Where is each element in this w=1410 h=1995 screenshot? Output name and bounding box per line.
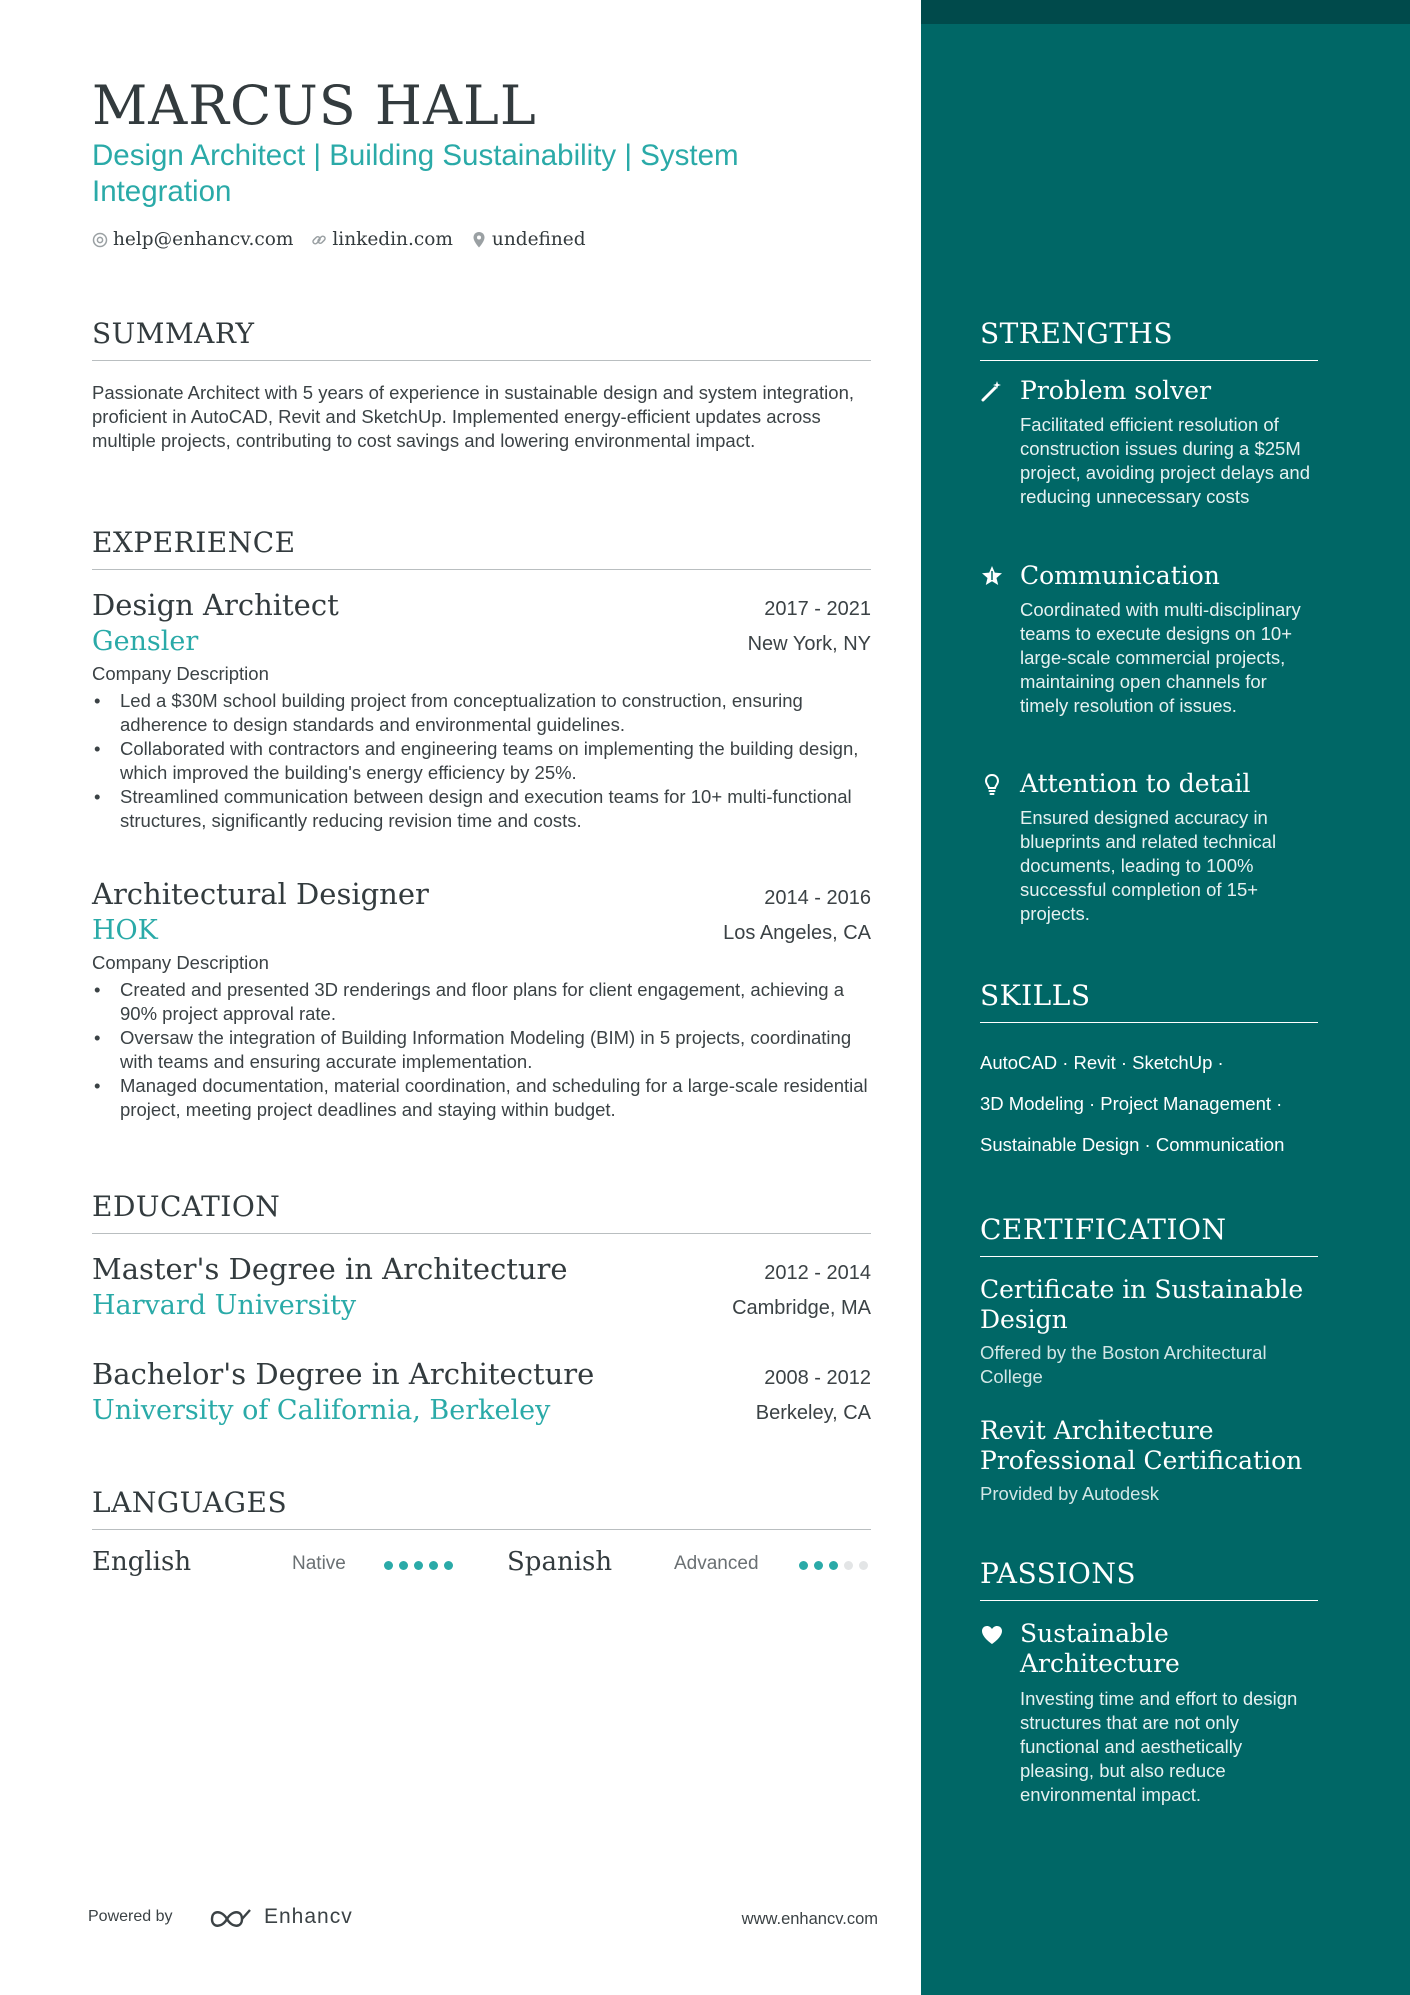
contact-linkedin-text: linkedin.com bbox=[332, 229, 453, 250]
education-entry bbox=[92, 1357, 871, 1426]
bullet-item: • Oversaw the integration of Building Information Modeling (BIM) in 5 projects, coordinating with teams and ensuring accurate implementation. bbox=[92, 1026, 871, 1074]
language-rating bbox=[799, 1561, 874, 1570]
summary-heading: SUMMARY bbox=[92, 317, 871, 361]
rating-dot bbox=[384, 1561, 393, 1570]
certification-title: Revit Architecture Professional Certification bbox=[980, 1416, 1303, 1475]
summary-text: Passionate Architect with 5 years of experience in sustainable design and system integration, proficient in AutoCAD, Revit and SketchUp. Implemented energy-efficient updates across multiple projects, contributing to cost savings and lowering environmental impact. bbox=[92, 382, 855, 451]
powered-by-label: Powered by bbox=[88, 1908, 173, 1925]
job-company: Gensler bbox=[92, 626, 199, 657]
school-location: Berkeley, CA bbox=[755, 1402, 871, 1424]
job-location: Los Angeles, CA bbox=[723, 922, 871, 944]
experience-entry bbox=[92, 877, 871, 1122]
certification-heading: CERTIFICATION bbox=[980, 1213, 1318, 1257]
job-location: New York, NY bbox=[747, 633, 871, 655]
strength-item bbox=[980, 769, 1320, 926]
strengths-heading: STRENGTHS bbox=[980, 317, 1318, 361]
skills-line: Sustainable Design · Communication bbox=[980, 1134, 1285, 1155]
certification-item bbox=[980, 1275, 1320, 1389]
school-name: Harvard University bbox=[92, 1290, 357, 1321]
strength-text: Facilitated efficient resolution of construction issues during a $25M project, avoiding project delays and reducing unnecessary costs bbox=[1020, 414, 1311, 507]
bullet-item: • Streamlined communication between design and execution teams for 10+ multi-functional structures, significantly reducing revision time and costs. bbox=[92, 785, 871, 833]
job-role: Design Architect bbox=[92, 588, 339, 622]
contact-bar bbox=[92, 229, 604, 250]
job-company: HOK bbox=[92, 915, 158, 946]
education-entry bbox=[92, 1252, 871, 1321]
heart-icon bbox=[980, 1623, 1004, 1647]
education-heading: EDUCATION bbox=[92, 1190, 871, 1234]
job-bullets bbox=[92, 689, 871, 833]
rating-dot bbox=[829, 1561, 838, 1570]
skills-line: 3D Modeling · Project Management · bbox=[980, 1093, 1283, 1114]
brand-name: Enhancv bbox=[264, 1905, 353, 1928]
certification-title: Certificate in Sustainable Design bbox=[980, 1275, 1304, 1334]
contact-email[interactable] bbox=[92, 229, 293, 250]
education-date: 2012 - 2014 bbox=[764, 1262, 871, 1284]
rating-dot bbox=[429, 1561, 438, 1570]
rating-dot bbox=[844, 1561, 853, 1570]
degree-title: Master's Degree in Architecture bbox=[92, 1252, 568, 1286]
rating-dot bbox=[444, 1561, 453, 1570]
contact-linkedin[interactable] bbox=[311, 229, 453, 250]
link-icon bbox=[311, 232, 327, 248]
certification-item bbox=[980, 1416, 1320, 1506]
school-name: University of California, Berkeley bbox=[92, 1395, 551, 1426]
job-date: 2014 - 2016 bbox=[764, 887, 871, 909]
strength-item bbox=[980, 561, 1320, 718]
rating-dot bbox=[859, 1561, 868, 1570]
skills-list bbox=[980, 1042, 1325, 1165]
magic-wand-icon bbox=[980, 379, 1004, 403]
bullet-item: • Led a $30M school building project from conceptualization to construction, ensuring adherence to design standards and environmental guidelines. bbox=[92, 689, 871, 737]
certification-text: Provided by Autodesk bbox=[980, 1483, 1159, 1504]
job-date: 2017 - 2021 bbox=[764, 598, 871, 620]
strength-item bbox=[980, 376, 1320, 509]
experience-heading: EXPERIENCE bbox=[92, 526, 871, 570]
skills-line: AutoCAD · Revit · SketchUp · bbox=[980, 1052, 1224, 1073]
at-icon bbox=[92, 232, 108, 248]
passion-text: Investing time and effort to design structures that are not only functional and aesthetically pleasing, but also reduce environmental impact. bbox=[1020, 1688, 1298, 1805]
contact-email-text: help@enhancv.com bbox=[113, 229, 294, 250]
strength-title: Attention to detail bbox=[1020, 769, 1251, 798]
sidebar-top-bar bbox=[921, 0, 1410, 24]
job-bullets bbox=[92, 978, 871, 1122]
job-role: Architectural Designer bbox=[92, 877, 429, 911]
rating-dot bbox=[399, 1561, 408, 1570]
strength-text: Coordinated with multi-disciplinary teams to execute designs on 10+ large-scale commercial projects, maintaining open channels for timely resolution of issues. bbox=[1020, 599, 1301, 716]
education-date: 2008 - 2012 bbox=[764, 1367, 871, 1389]
company-description: Company Description bbox=[92, 663, 269, 684]
resume-name: MARCUS HALL bbox=[92, 74, 537, 137]
strength-title: Communication bbox=[1020, 561, 1220, 590]
school-location: Cambridge, MA bbox=[732, 1297, 871, 1319]
language-name: English bbox=[92, 1547, 192, 1577]
enhancv-logo-icon bbox=[208, 1906, 254, 1932]
bullet-item: • Collaborated with contractors and engineering teams on implementing the building design, which improved the building's energy efficiency by 25%. bbox=[92, 737, 871, 785]
bullet-item: • Managed documentation, material coordination, and scheduling for a large-scale residential project, meeting project deadlines and staying within budget. bbox=[92, 1074, 871, 1122]
certification-text: Offered by the Boston Architectural College bbox=[980, 1342, 1267, 1387]
rating-dot bbox=[799, 1561, 808, 1570]
passion-title: Sustainable Architecture bbox=[1020, 1619, 1180, 1678]
language-level: Advanced bbox=[674, 1553, 759, 1574]
footer bbox=[88, 1900, 878, 1940]
brand-url[interactable]: www.enhancv.com bbox=[741, 1910, 878, 1928]
rating-dot bbox=[814, 1561, 823, 1570]
skills-heading: SKILLS bbox=[980, 979, 1318, 1023]
passions-heading: PASSIONS bbox=[980, 1557, 1318, 1601]
contact-location bbox=[471, 229, 586, 250]
resume-title: Design Architect | Building Sustainability | System Integration bbox=[92, 139, 739, 208]
strength-title: Problem solver bbox=[1020, 376, 1212, 405]
languages-row bbox=[92, 1547, 871, 1583]
strength-text: Ensured designed accuracy in blueprints and related technical documents, leading to 100% successful completion of 15+ projects. bbox=[1020, 807, 1277, 924]
contact-location-text: undefined bbox=[491, 229, 586, 250]
company-description: Company Description bbox=[92, 952, 269, 973]
star-icon bbox=[980, 564, 1004, 588]
language-name: Spanish bbox=[507, 1547, 613, 1577]
degree-title: Bachelor's Degree in Architecture bbox=[92, 1357, 595, 1391]
bullet-item: • Created and presented 3D renderings and floor plans for client engagement, achieving a 90% project approval rate. bbox=[92, 978, 871, 1026]
lightbulb-icon bbox=[980, 772, 1004, 796]
passion-item bbox=[980, 1619, 1320, 1807]
language-level: Native bbox=[292, 1553, 346, 1574]
languages-heading: LANGUAGES bbox=[92, 1486, 871, 1530]
location-pin-icon bbox=[471, 231, 487, 249]
rating-dot bbox=[414, 1561, 423, 1570]
experience-entry bbox=[92, 588, 871, 833]
language-rating bbox=[384, 1561, 459, 1570]
